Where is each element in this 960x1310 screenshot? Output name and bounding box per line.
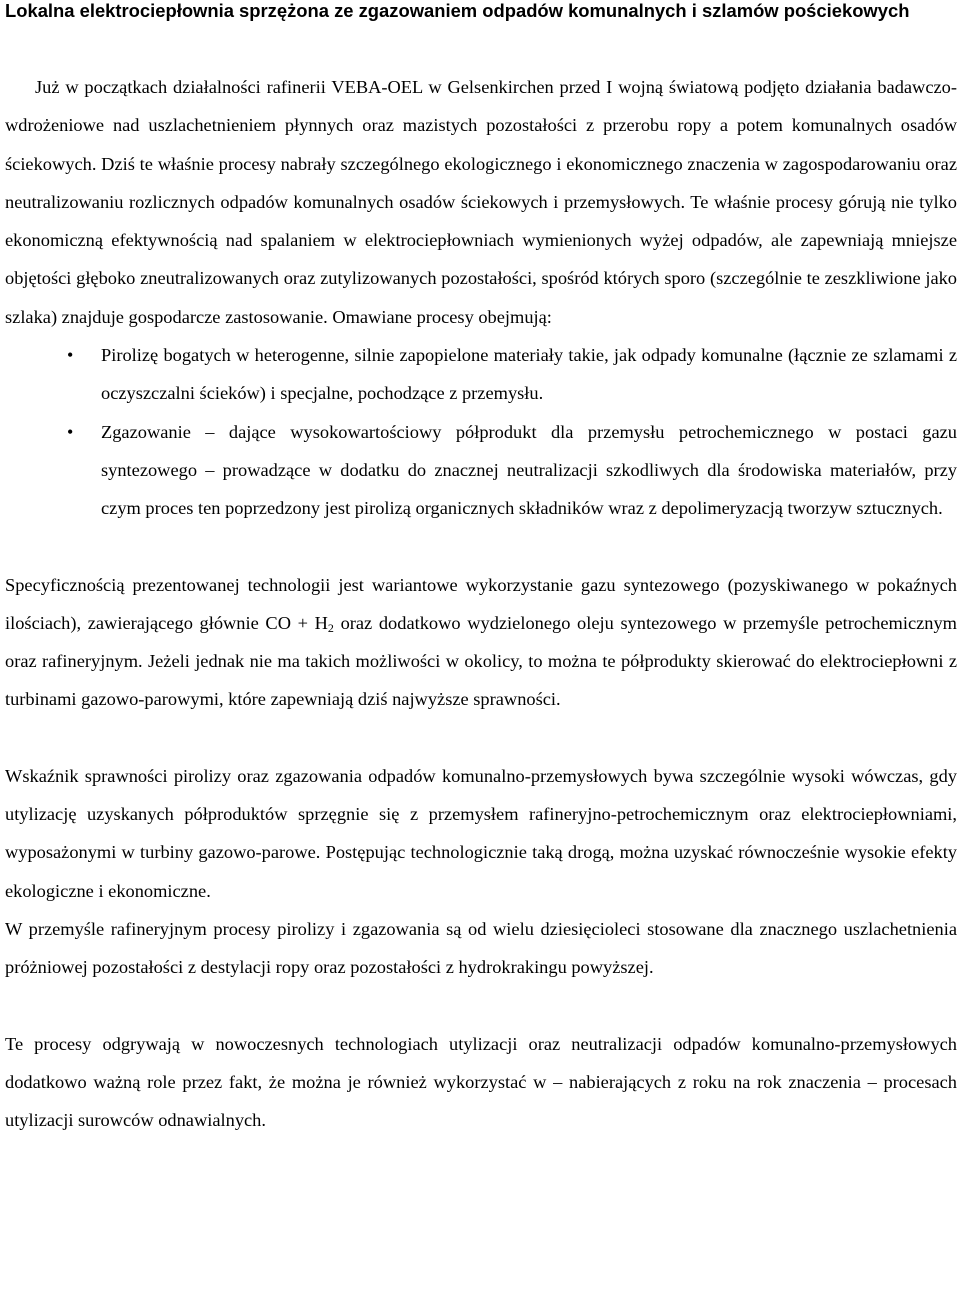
paragraph-text: oraz dodatkowo wydzielonego oleju syntezowego w przemyśle petrochemicznym oraz rafineryjnym. Jeżeli jednak nie ma takich możliwości w okolicy, to można te półprodukty skierować do elektrociepłowni z turbinami gazowo-parowymi, które zapewniają dziś najwyższe sprawności. xyxy=(5,612,957,710)
list-item xyxy=(5,336,957,413)
paragraph-text: Specyficznością prezentowanej technologii jest wariantowe wykorzystanie gazu syntezowego (pozyskiwanego w pokaźnych ilościach), zawierającego głównie CO + H xyxy=(5,574,957,633)
document-title: Lokalna elektrociepłownia sprzężona ze zgazowaniem odpadów komunalnych i szlamów pościekowych xyxy=(5,0,910,21)
subscript: 2 xyxy=(327,620,334,635)
bullet-icon: • xyxy=(67,421,74,442)
list-item-text: Zgazowanie – dające wysokowartościowy półprodukt dla przemysłu petrochemicznego w postaci gazu syntezowego – prowadzące w dodatku do znacznej neutralizacji szkodliwych dla środowiska materiałów, przy czym proces ten poprzedzony jest pirolizą organicznych składników wraz z depolimeryzacją tworzyw sztucznych. xyxy=(101,421,957,519)
spacer xyxy=(5,719,957,757)
bullet-icon: • xyxy=(67,345,74,366)
list-item-text: Pirolizę bogatych w heterogenne, silnie zapopielone materiały takie, jak odpady komunalne (łącznie ze szlamami z oczyszczalni ścieków) i specjalne, pochodzące z przemysłu. xyxy=(101,345,957,404)
list-item xyxy=(5,413,957,528)
efficiency-paragraph: Wskaźnik sprawności pirolizy oraz zgazowania odpadów komunalno-przemysłowych bywa szczególnie wysoki wówczas, gdy utylizację uzyskanych półproduktów sprzęgnie się z przemysłem rafineryjno-petrochemicznym oraz elektrociepłowniami, wyposażonymi w turbiny gazowo-parowe. Postępując technologicznie taką drogą, można uzyskać równocześnie wysokie efekty ekologiczne i ekonomiczne. xyxy=(5,765,957,901)
closing-paragraph: Te procesy odgrywają w nowoczesnych technologiach utylizacji oraz neutralizacji odpadów komunalno-przemysłowych dodatkowo ważną role przez fakt, że można je również wykorzystać w – nabierających z roku na rok znaczenia – procesach utylizacji surowców odnawialnych. xyxy=(5,1033,957,1131)
spacer xyxy=(5,987,957,1025)
process-list xyxy=(5,336,957,527)
spacer xyxy=(5,528,957,566)
technology-paragraph xyxy=(5,566,957,719)
spacer xyxy=(5,30,957,68)
intro-paragraph: Już w początkach działalności rafinerii VEBA-OEL w Gelsenkirchen przed I wojną światową podjęto działania badawczo-wdrożeniowe nad uszlachetnieniem płynnych oraz mazistych pozostałości z przerobu ropy a potem komunalnych osadów ściekowych. Dziś te właśnie procesy nabrały szczególnego ekologicznego i ekonomicznego znaczenia w zagospodarowaniu oraz neutralizowaniu rozlicznych odpadów komunalnych osadów ściekowych i przemysłowych. Te właśnie procesy górują nie tylko ekonomiczną efektywnością nad spalaniem w elektrociepłowniach wymienionych wyżej odpadów, ale zapewniają mniejsze objętości głęboko zneutralizowanych oraz zutylizowanych pozostałości, spośród których sporo (szczególnie te zeszkliwione jako szlaka) znajduje gospodarcze zastosowanie. Omawiane procesy obejmują: xyxy=(5,77,957,327)
refinery-paragraph: W przemyśle rafineryjnym procesy pirolizy i zgazowania są od wielu dziesięcioleci stosowane dla znacznego uszlachetnienia próżniowej pozostałości z destylacji ropy oraz pozostałości z hydrokrakingu powyższej. xyxy=(5,918,957,978)
